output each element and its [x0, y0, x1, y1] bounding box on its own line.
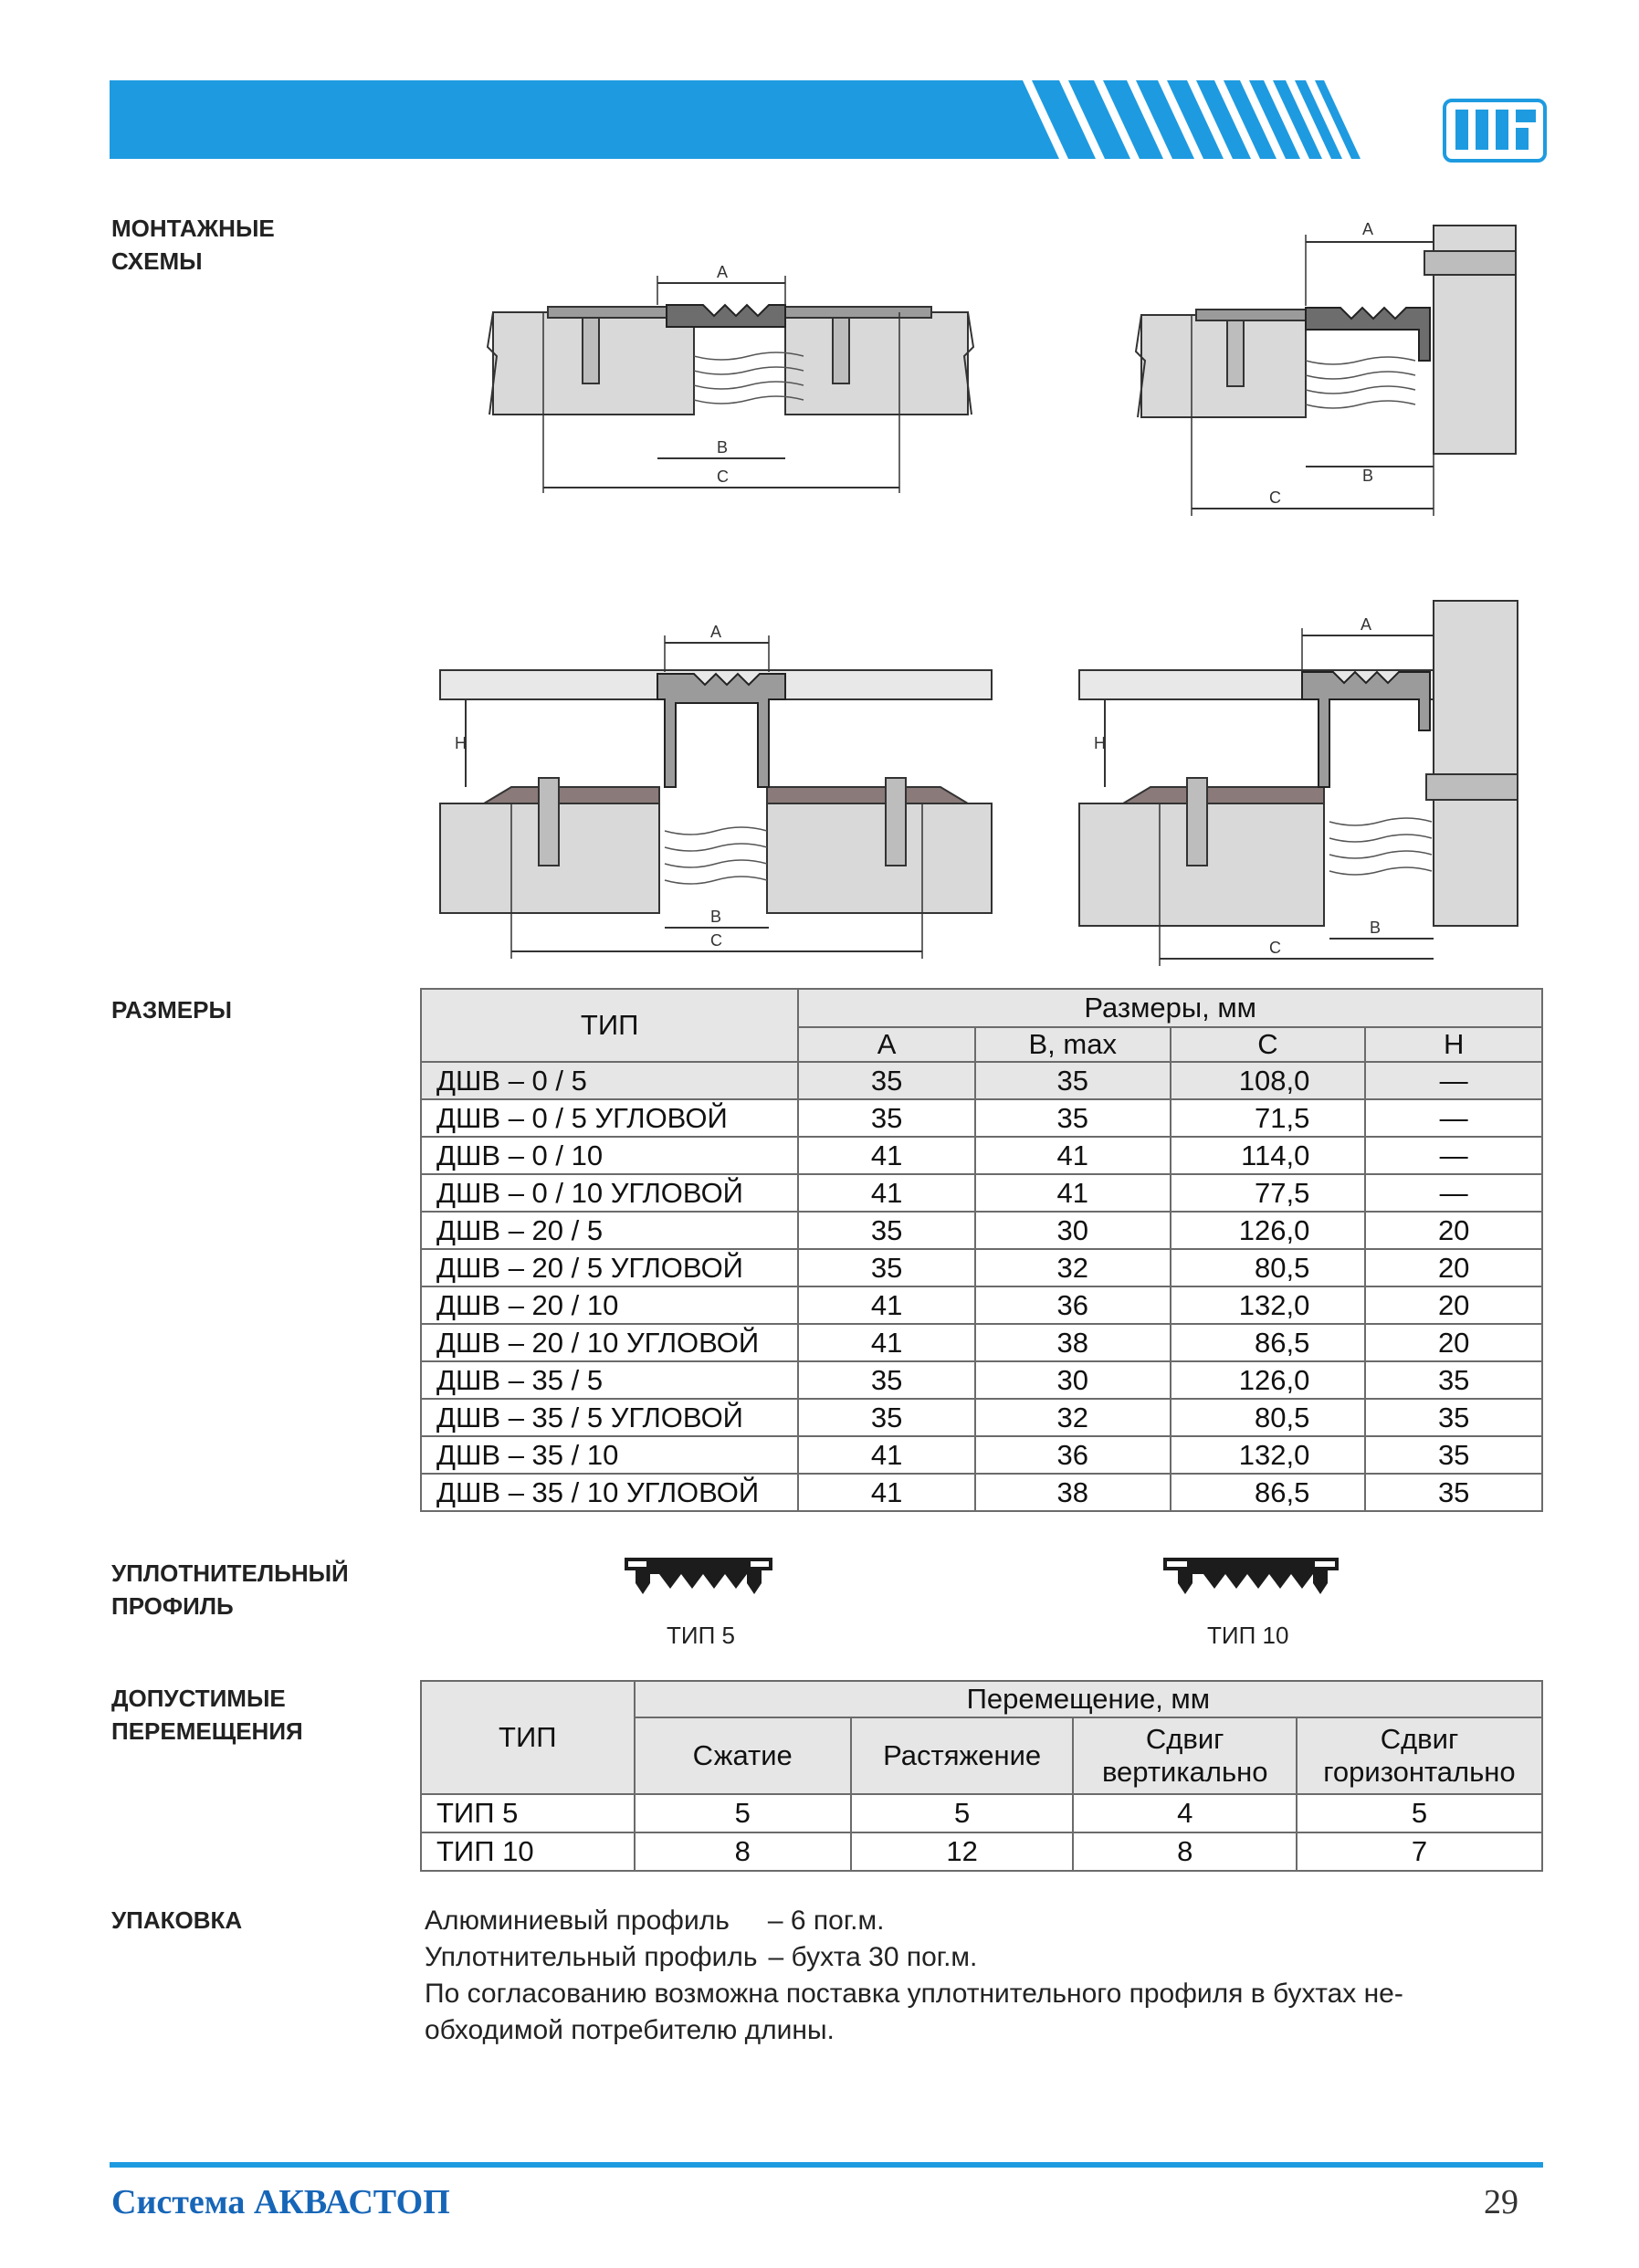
profile-type10-caption: ТИП 10 [1207, 1622, 1289, 1649]
table-row: ДШВ – 20 / 5 35 30 126,0 20 [421, 1212, 1542, 1249]
table-row: ДШВ – 0 / 5 УГЛОВОЙ 35 35 71,5 — [421, 1099, 1542, 1137]
packing-line-1: Алюминиевый профиль – 6 пог.м. [425, 1906, 885, 1936]
scheme-diagram-corner-raised [1068, 593, 1534, 968]
dim-label-c: C [1269, 939, 1281, 957]
dim-label-a: A [1362, 220, 1374, 238]
dims-type-header: ТИП [421, 989, 798, 1062]
profile-type5-caption: ТИП 5 [667, 1622, 735, 1649]
section-title-schemes: МОНТАЖНЫЕ СХЕМЫ [111, 215, 275, 275]
table-row: ДШВ – 35 / 10 УГЛОВОЙ 41 38 86,5 35 [421, 1474, 1542, 1511]
moves-type-header: ТИП [421, 1681, 635, 1794]
section-title-sizes: РАЗМЕРЫ [111, 996, 232, 1024]
page-number: 29 [1484, 2183, 1518, 2221]
table-row: ДШВ – 20 / 10 41 36 132,0 20 [421, 1286, 1542, 1324]
dim-label-a: A [710, 623, 722, 641]
table-row: ТИП 5 5 5 4 5 [421, 1794, 1542, 1832]
table-row: ДШВ – 0 / 10 УГЛОВОЙ 41 41 77,5 — [421, 1174, 1542, 1212]
dims-col-c: C [1171, 1027, 1366, 1062]
table-row: ДШВ – 20 / 5 УГЛОВОЙ 35 32 80,5 20 [421, 1249, 1542, 1286]
dim-label-c: C [710, 931, 722, 950]
packing-line-3: По согласованию возможна поставка уплотнительного профиля в бухтах не- [425, 1979, 1403, 2009]
header-band [110, 80, 1379, 159]
company-logo [1443, 99, 1547, 163]
dim-label-h: H [455, 734, 467, 752]
movements-table [420, 1680, 1543, 1872]
footer-title: Система АКВАСТОП [111, 2183, 450, 2221]
dims-col-b: B, max [975, 1027, 1171, 1062]
dim-label-b: B [1370, 919, 1382, 937]
moves-col-shift-horizontal: Сдвиг горизонтально [1297, 1717, 1542, 1794]
dim-label-b: B [717, 438, 729, 457]
table-row: ДШВ – 35 / 5 УГЛОВОЙ 35 32 80,5 35 [421, 1399, 1542, 1436]
table-row: ТИП 10 8 12 8 7 [421, 1832, 1542, 1871]
scheme-diagram-straight-raised [429, 621, 1014, 968]
table-row: ДШВ – 0 / 10 41 41 114,0 — [421, 1137, 1542, 1174]
dim-label-c: C [717, 467, 729, 486]
section-title-movements: ДОПУСТИМЫЕ ПЕРЕМЕЩЕНИЯ [111, 1685, 303, 1745]
dim-label-a: A [1361, 615, 1372, 634]
dimensions-table [420, 988, 1543, 1512]
dim-label-b: B [1362, 467, 1374, 485]
moves-group-header: Перемещение, мм [635, 1681, 1542, 1717]
scheme-diagram-corner-flat [1123, 215, 1534, 525]
footer-rule [110, 2162, 1543, 2168]
dims-group-header: Размеры, мм [798, 989, 1542, 1027]
scheme-diagram-straight-flat [475, 265, 986, 502]
moves-col-shift-vertical: Сдвиг вертикально [1073, 1717, 1297, 1794]
moves-col-tension: Растяжение [851, 1717, 1074, 1794]
dims-col-h: H [1365, 1027, 1542, 1062]
packing-line-4: обходимой потребителю длины. [425, 2015, 835, 2045]
section-title-profile: УПЛОТНИТЕЛЬНЫЙ ПРОФИЛЬ [111, 1559, 349, 1620]
table-row: ДШВ – 20 / 10 УГЛОВОЙ 41 38 86,5 20 [421, 1324, 1542, 1361]
dims-col-a: A [798, 1027, 975, 1062]
dim-label-b: B [710, 908, 722, 926]
dim-label-h: H [1094, 734, 1106, 752]
packing-line-2: Уплотнительный профиль – бухта 30 пог.м. [425, 1942, 978, 1972]
dim-label-a: A [717, 265, 729, 281]
dim-label-c: C [1269, 488, 1281, 507]
table-row: ДШВ – 35 / 10 41 36 132,0 35 [421, 1436, 1542, 1474]
seal-profile-type10-image [1160, 1552, 1342, 1605]
table-row: ДШВ – 0 / 5 35 35 108,0 — [421, 1062, 1542, 1099]
section-title-packing: УПАКОВКА [111, 1906, 243, 1934]
seal-profile-type5-image [621, 1552, 776, 1605]
table-row: ДШВ – 35 / 5 35 30 126,0 35 [421, 1361, 1542, 1399]
moves-col-compression: Сжатие [635, 1717, 851, 1794]
